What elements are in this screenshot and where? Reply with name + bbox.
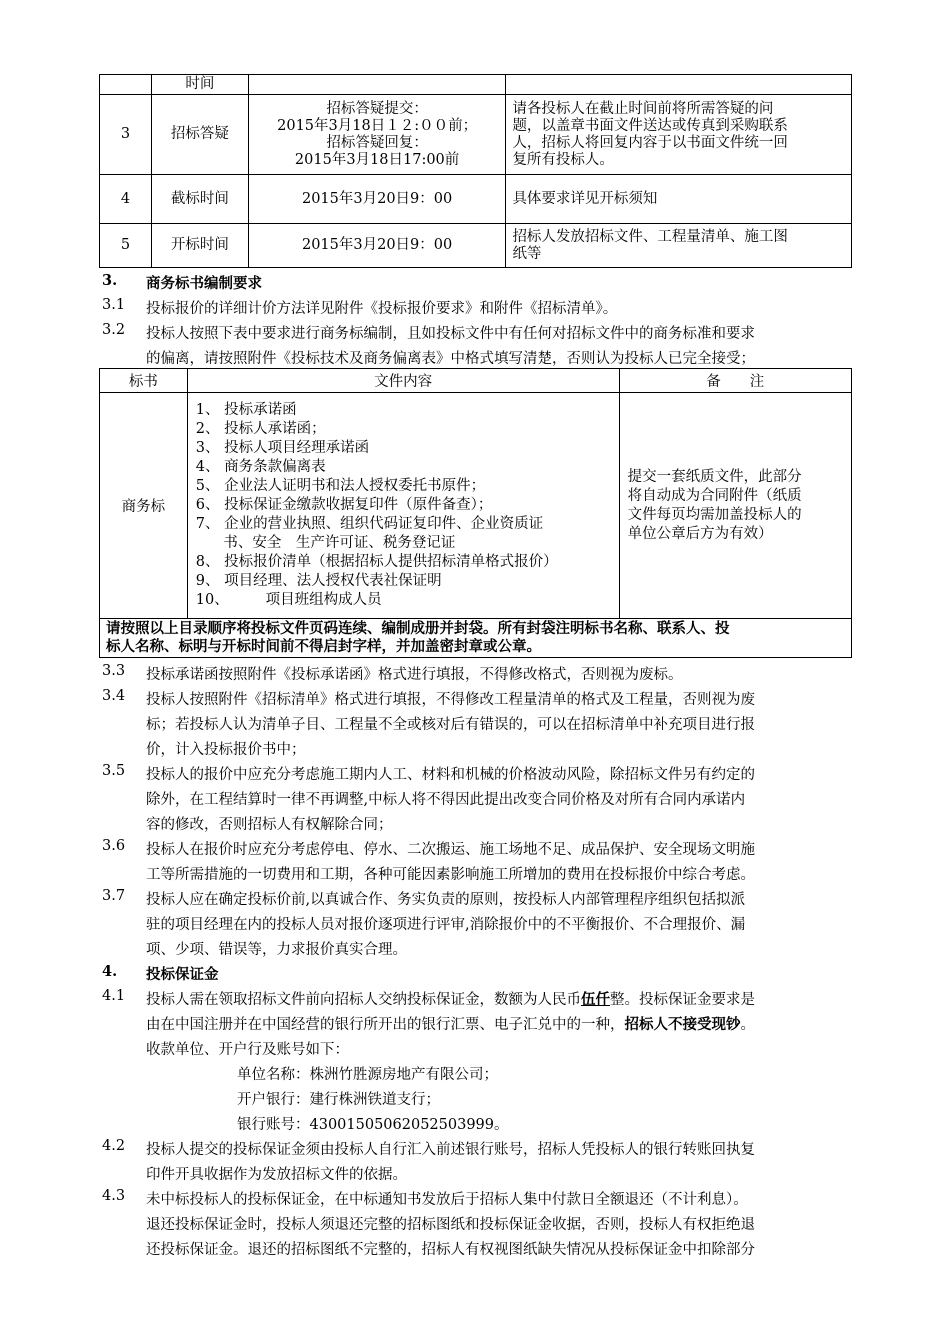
table-row (100, 175, 852, 224)
para-text: 投标人提交的投标保证金须由投标人自行汇入前述银行账号，招标人凭投标人的银行转账回执复 (146, 1142, 755, 1158)
para-number: 3.7 (102, 888, 126, 904)
footer-note (100, 619, 852, 658)
time-line: 2015年3月18日17:00前 (294, 151, 460, 168)
para-text: 工等所需措施的一切费用和工期，各种可能因素影响施工所增加的费用在投标报价中综合考虑。 (146, 867, 755, 883)
note-line: 纸等 (512, 245, 542, 262)
para-text: 项、少项、错误等，力求报价真实合理。 (146, 942, 407, 958)
para-number: 3.2 (102, 322, 126, 338)
bid-type: 商务标 (100, 393, 188, 619)
list-item: 3、 投标人项目经理承诺函 (195, 440, 370, 456)
row-item: 开标时间 (151, 224, 248, 268)
list-item: 书、安全 生产许可证、税务登记证 (195, 535, 456, 551)
remark-line: 将自动成为合同附件（纸质 (627, 487, 802, 504)
note-line: 招标人发放招标文件、工程量清单、施工图 (512, 228, 788, 245)
row-note (506, 224, 852, 268)
remark-line: 单位公章后方为有效） (627, 525, 773, 542)
text-span: 由在中国注册并在中国经营的银行所开出的银行汇票、电子汇兑中的一种， (146, 1017, 625, 1033)
table-row (100, 393, 852, 619)
section-title: 商务标书编制要求 (146, 275, 262, 292)
list-item: 10、 项目班组构成人员 (195, 592, 382, 608)
para-text: 印件开具收据作为发放招标文件的依据。 (146, 1167, 407, 1183)
para-text: 退还投标保证金时，投标人须退还完整的招标图纸和投标保证金收据，否则，投标人有权拒绝退 (146, 1217, 755, 1233)
para-text: 价，计入投标报价书中； (146, 742, 306, 758)
text-span: 整。投标保证金要求是 (610, 992, 755, 1008)
list-item: 4、 商务条款偏离表 (195, 459, 326, 475)
list-item: 5、 企业法人证明书和法人授权委托书原件； (195, 478, 486, 494)
row-item: 招标答疑 (151, 95, 248, 175)
footer-line: 标人名称、标明与开标时间前不得启封字样，并加盖密封章或公章。 (106, 638, 541, 655)
row-note: 具体要求详见开标须知 (506, 175, 852, 224)
para-number: 3.5 (102, 763, 126, 779)
row-time (248, 95, 506, 175)
row-time: 2015年3月20日9：00 (248, 175, 506, 224)
bid-document-table (99, 368, 852, 658)
row-time (248, 75, 506, 95)
header-cell: 标书 (100, 369, 188, 393)
para-number: 3.4 (102, 688, 126, 704)
table-row (100, 75, 852, 95)
schedule-table (99, 74, 852, 268)
row-item: 时间 (151, 75, 248, 95)
time-line: 2015年3月18日１２:００前； (277, 117, 478, 134)
para-number: 4.3 (102, 1188, 126, 1204)
text-span: 投标人需在领取招标文件前向招标人交纳投标保证金，数额为人民币 (146, 992, 581, 1008)
account-number: 银行账号：43001505062052503999。 (237, 1117, 509, 1133)
para-text: 未中标投标人的投标保证金，在中标通知书发放后于招标人集中付款日全额退还（不计利息）。 (146, 1192, 748, 1208)
table-header-row (100, 369, 852, 393)
row-note (506, 95, 852, 175)
time-line: 招标答疑提交： (326, 100, 428, 117)
note-line: 复所有投标人。 (512, 151, 614, 168)
para-number: 4.2 (102, 1138, 126, 1154)
para-text: 除外，在工程结算时一律不再调整,中标人将不得因此提出改变合同价格及对所有合同内承诺内 (146, 792, 746, 808)
deposit-amount: 伍仟 (581, 991, 610, 1008)
para-text: 投标人在报价时应充分考虑停电、停水、二次搬运、施工场地不足、成品保护、安全现场文明施 (146, 842, 755, 858)
text-span: 。 (740, 1017, 755, 1033)
row-no: 3 (100, 95, 152, 175)
section-number: 3. (102, 272, 118, 289)
note-line: 请各投标人在截止时间前将所需答疑的问 (512, 100, 774, 117)
remark-cell (619, 393, 851, 619)
row-time: 2015年3月20日9：00 (248, 224, 506, 268)
para-number: 3.6 (102, 838, 126, 854)
row-no (100, 75, 152, 95)
para-text: 驻的项目经理在内的投标人员对报价逐项进行评审,消除报价中的不平衡报价、不合理报价、漏 (146, 917, 746, 933)
list-item: 9、 项目经理、法人授权代表社保证明 (195, 573, 442, 589)
para-text: 投标人按照下表中要求进行商务标编制，且如投标文件中有任何对招标文件中的商务标准和要求 (146, 326, 755, 342)
table-row (100, 95, 852, 175)
row-item: 截标时间 (151, 175, 248, 224)
para-text: 收款单位、开户行及账号如下： (146, 1042, 349, 1058)
row-no: 4 (100, 175, 152, 224)
list-item: 8、 投标报价清单（根据招标人提供招标清单格式报价） (195, 554, 558, 570)
time-line: 招标答疑回复： (326, 134, 428, 151)
para-text: 投标承诺函按照附件《投标承诺函》格式进行填报，不得修改格式，否则视为废标。 (146, 667, 683, 683)
document-list (187, 393, 619, 619)
list-item: 1、 投标承诺函 (195, 402, 297, 418)
footer-line: 请按照以上目录顺序将投标文件页码连续、编制成册并封袋。所有封袋注明标书名称、联系人、投 (106, 620, 730, 637)
table-footer-row (100, 619, 852, 658)
note-line: 人，招标人将回复内容于以书面文件统一回 (512, 134, 788, 151)
para-number: 4.1 (102, 988, 126, 1004)
payee-name: 单位名称：株洲竹胜源房地产有限公司； (237, 1067, 498, 1083)
row-note (506, 75, 852, 95)
para-number: 3.1 (102, 297, 126, 313)
para-text: 标；若投标人认为清单子目、工程量不全或核对后有错误的，可以在招标清单中补充项目进行报 (146, 717, 755, 733)
para-text: 投标人应在确定投标价前,以真诚合作、务实负责的原则，按投标人内部管理程序组织包括拟派 (146, 892, 746, 908)
header-cell: 备 注 (619, 369, 851, 393)
para-text: 还投标保证金。退还的招标图纸不完整的，招标人有权视图纸缺失情况从投标保证金中扣除部分 (146, 1242, 755, 1258)
list-item: 7、 企业的营业执照、组织代码证复印件、企业资质证 (195, 516, 544, 532)
list-item: 6、 投标保证金缴款收据复印件（原件备查）； (195, 497, 493, 513)
remark-line: 提交一套纸质文件，此部分 (627, 468, 802, 485)
note-line: 题，以盖章书面文件送达或传真到采购联系 (512, 117, 788, 134)
para-text (146, 988, 755, 1009)
table-row (100, 224, 852, 268)
header-cell: 文件内容 (187, 369, 619, 393)
para-text: 投标报价的详细计价方法详见附件《投标报价要求》和附件《招标清单》。 (146, 301, 618, 317)
row-no: 5 (100, 224, 152, 268)
para-text: 投标人的报价中应充分考虑施工期内人工、材料和机械的价格波动风险，除招标文件另有约定的 (146, 767, 755, 783)
section-title: 投标保证金 (146, 966, 219, 983)
para-text (146, 1013, 755, 1034)
no-cash-notice: 招标人不接受现钞 (624, 1016, 741, 1033)
section-number: 4. (102, 963, 118, 980)
list-item: 2、 投标人承诺函； (195, 421, 326, 437)
para-number: 3.3 (102, 663, 126, 679)
bank-name: 开户银行：建行株洲铁道支行； (237, 1092, 440, 1108)
para-text: 投标人按照附件《招标清单》格式进行填报，不得修改工程量清单的格式及工程量，否则视为废 (146, 692, 755, 708)
para-text: 的偏离，请按照附件《投标技术及商务偏离表》中格式填写清楚，否则认为投标人已完全接受； (146, 351, 755, 367)
remark-line: 文件每页均需加盖投标人的 (627, 506, 802, 523)
para-text: 容的修改，否则招标人有权解除合同； (146, 817, 393, 833)
